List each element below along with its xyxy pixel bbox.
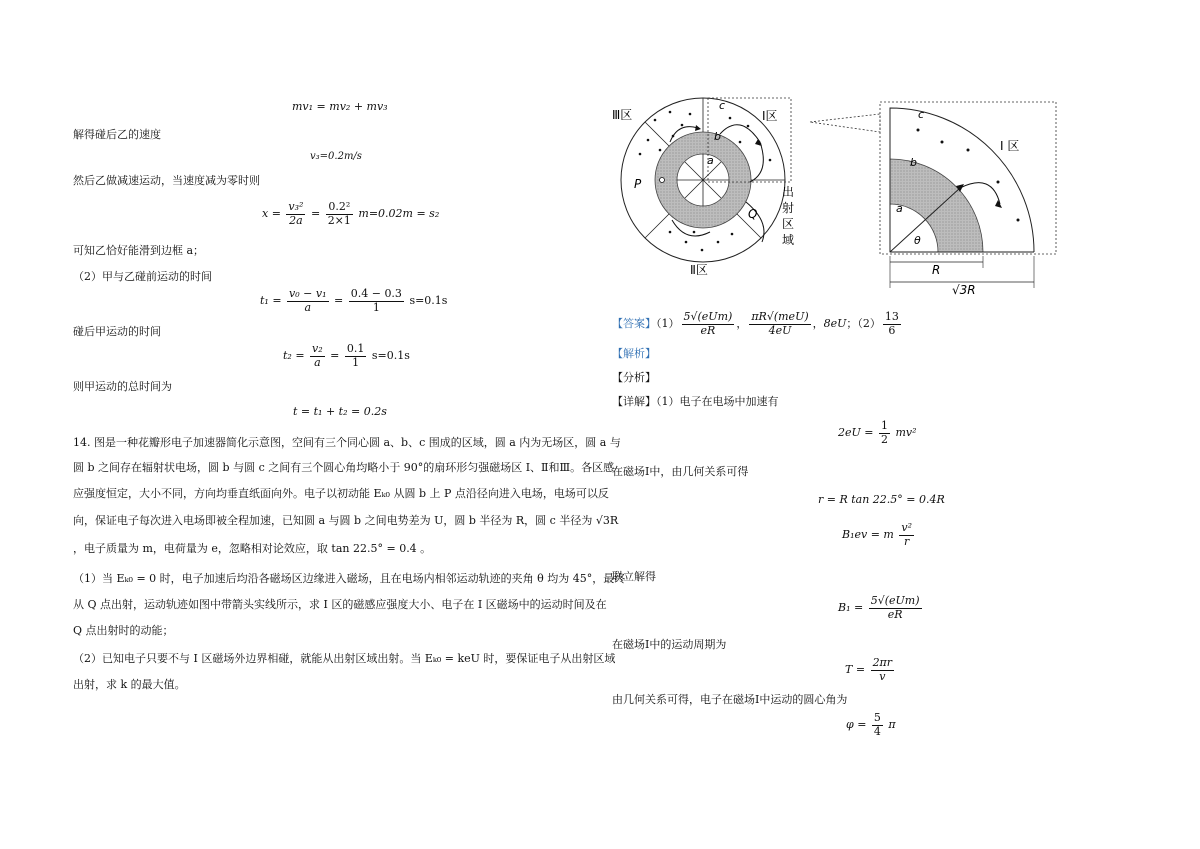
label-c: c — [719, 99, 726, 112]
main-diagram — [612, 98, 794, 277]
svg-text:出: 出 — [782, 185, 795, 199]
eq-t2: t₂ = $\frac{\text{v₂}}{a}$ = $\frac{0.1}{1}$ s=0.1s — [283, 342, 410, 369]
label-region-ii: Ⅱ区 — [690, 263, 708, 277]
analysis-tag: 【解析】 — [612, 347, 656, 360]
callout-pointer — [810, 114, 880, 132]
eq-v3: v₃=0.2m/s — [310, 151, 362, 162]
text-period: 在磁场Ⅰ中的运动周期为 — [612, 638, 727, 651]
eq-x: x = $\frac{\text{v₃²}}{2a}$ = $\frac{\text{0.2²}}{2\times 1}$ m=0.02m = s₂ — [262, 200, 440, 227]
label-b: b — [714, 130, 721, 143]
label-region-i: Ⅰ区 — [762, 109, 778, 123]
label-Q: Q — [748, 207, 758, 221]
eq-phi: φ = $\frac{5}{4}$ π — [846, 711, 896, 738]
text-angle: 由几何关系可得，电子在磁场Ⅰ中运动的圆心角为 — [612, 693, 848, 706]
text-q2: （2）甲与乙碰前运动的时间 — [73, 270, 212, 283]
label-a: a — [707, 154, 714, 167]
eq-2eU: 2eU = $\frac{1}{2}$ mv² — [838, 419, 917, 446]
svg-text:域: 域 — [782, 233, 795, 247]
eq-total-time: t = t₁ + t₂ = 0.2s — [293, 405, 387, 418]
svg-text:射: 射 — [782, 201, 795, 215]
text-total: 则甲运动的总时间为 — [73, 380, 172, 393]
text-after: 碰后甲运动的时间 — [73, 325, 161, 338]
text-solve: 联立解得 — [612, 570, 656, 583]
label-exit-region — [782, 184, 794, 247]
zoom-label-sqrt3R: √3R — [952, 283, 976, 297]
zoom-label-c: c — [918, 108, 925, 121]
eq-r: r = R tan 22.5° = 0.4R — [818, 493, 945, 506]
text-decel: 然后乙做减速运动，当速度减为零时则 — [73, 174, 260, 187]
zoom-diagram — [880, 102, 1056, 297]
zoom-label-theta: θ — [914, 234, 921, 247]
text-speed-after: 解得碰后乙的速度 — [73, 128, 161, 141]
answer-tag: 【答案】 — [612, 317, 656, 331]
eq-B1ev: B₁ev = m $\frac{\text{v²}}{r}$ — [842, 521, 912, 548]
detail-line: 【详解】（1）电子在电场中加速有 — [612, 395, 779, 408]
analysis-sub: 【分析】 — [612, 371, 656, 384]
eq-momentum: mv₁ = mv₂ + mv₃ — [292, 100, 388, 113]
answer-line: 【答案】（1） $\frac{\text{5√(eUm)}}{eR}$ ， $\frac{\text{πR√(meU)}}{4eU}$ ，8eU；（2） $\frac{13}{6}$ — [612, 310, 899, 337]
zoom-label-b: b — [910, 156, 917, 169]
eq-B1: B₁ = $\frac{\text{5√(eUm)}}{eR}$ — [838, 594, 920, 621]
eq-T: T = $\frac{2\pi r}{v}$ — [845, 656, 893, 683]
zoom-label-region-i: Ⅰ 区 — [1000, 139, 1020, 153]
accelerator-figure — [600, 92, 1080, 300]
eq-t1: t₁ = $\frac{\text{v₀ − v₁}}{a}$ = $\frac{0.4 - 0.3}{1}$ s=0.1s — [260, 287, 448, 314]
zoom-label-R: R — [932, 263, 941, 277]
svg-text:区: 区 — [782, 217, 795, 231]
zoom-label-a: a — [896, 202, 903, 215]
label-P: P — [634, 177, 642, 191]
text-geometry: 在磁场Ⅰ中，由几何关系可得 — [612, 465, 749, 478]
text-slide: 可知乙恰好能滑到边框 a； — [73, 244, 205, 257]
label-region-iii: Ⅲ区 — [612, 108, 633, 122]
